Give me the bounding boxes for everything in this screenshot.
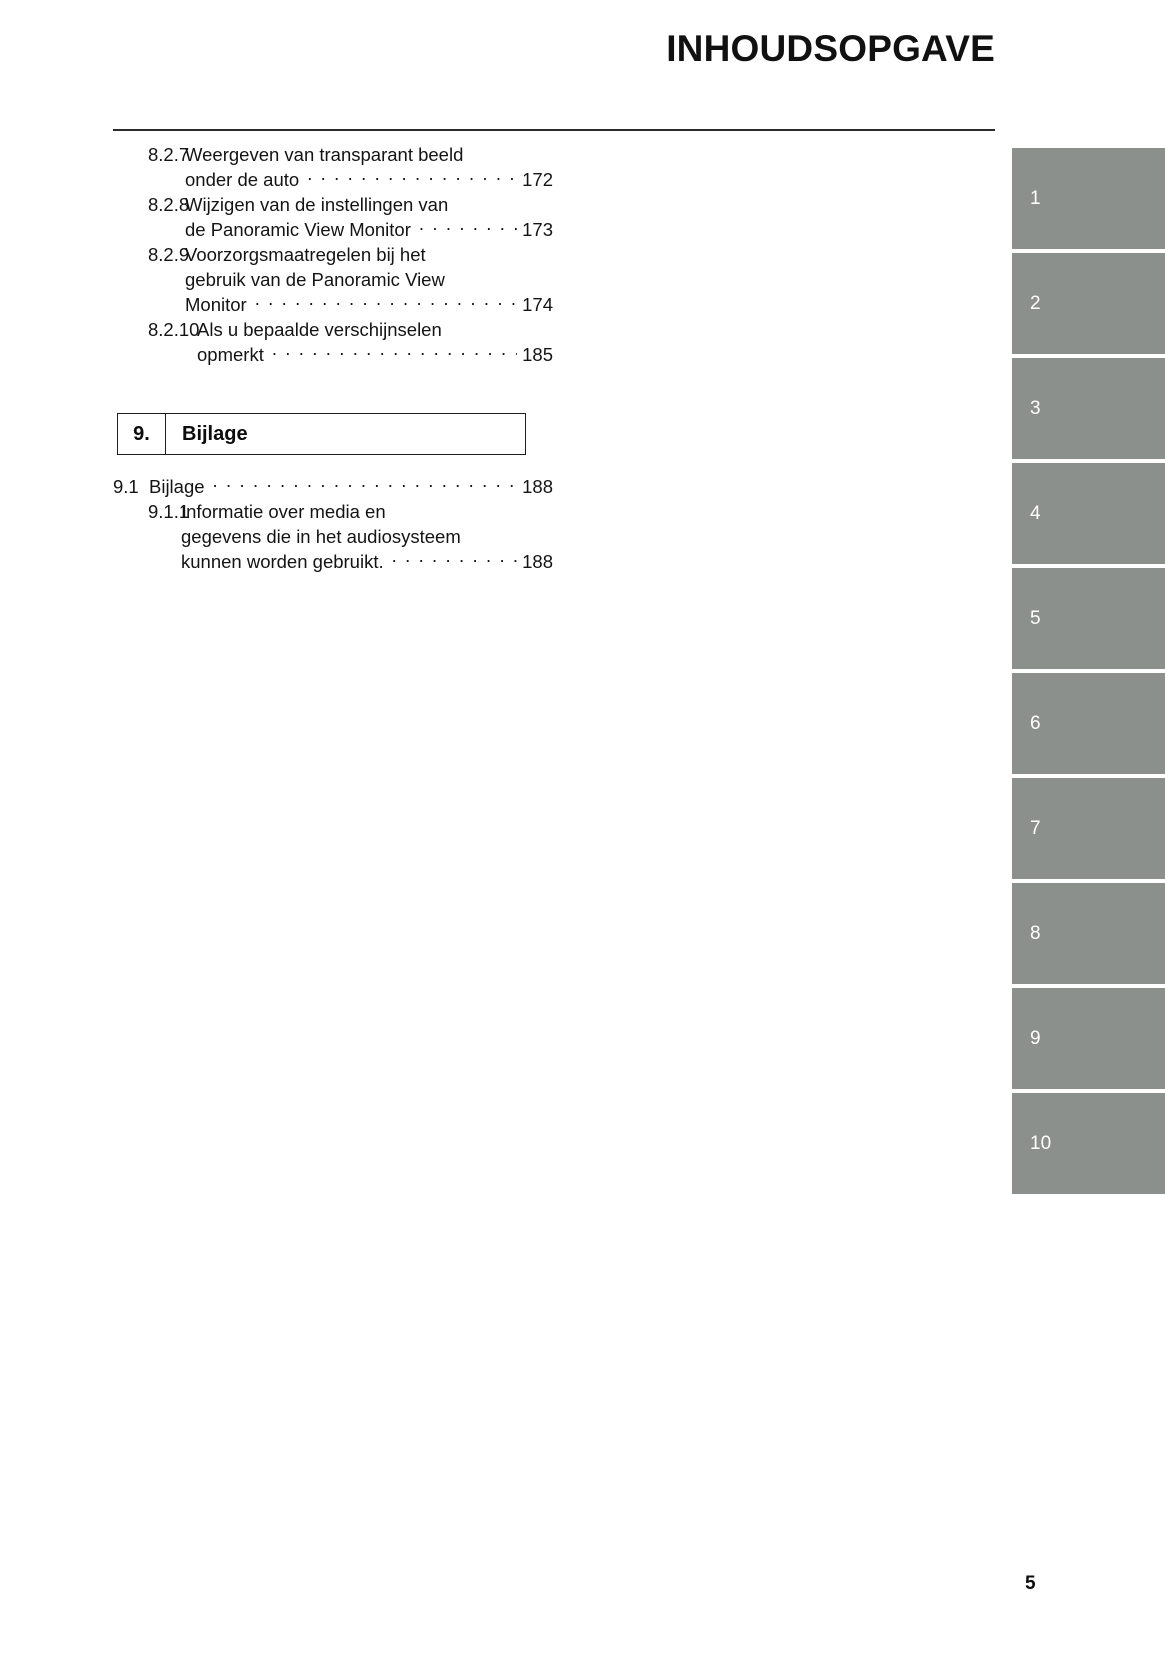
toc-entry-title: Bijlage: [149, 476, 205, 497]
toc-entry-number: 8.2.7: [148, 144, 190, 165]
toc-entry-line: [113, 499, 553, 524]
toc-entry-title: Weergeven van transparant beeld: [185, 144, 464, 165]
toc-entry-line: [113, 192, 553, 217]
chapter-tab-2[interactable]: [1012, 253, 1165, 354]
toc-entry-line: [113, 317, 553, 342]
toc-entry-title: Als u bepaalde verschijnselen: [197, 319, 442, 340]
chapter-tab-4[interactable]: [1012, 463, 1165, 564]
toc-entry-title: Wijzigen van de instellingen van: [185, 194, 449, 215]
toc-entry-page: 185: [522, 344, 553, 365]
chapter-tab-1[interactable]: [1012, 148, 1165, 249]
chapter-tab-label: 8: [1030, 922, 1041, 944]
toc-entry-8-2-9[interactable]: [113, 242, 553, 317]
chapter-tab-3[interactable]: [1012, 358, 1165, 459]
toc-entry-title-cont: kunnen worden gebruikt.: [181, 551, 384, 572]
toc-entry-title-cont: gebruik van de Panoramic View: [185, 269, 445, 290]
toc-entry-9-1-1[interactable]: [113, 499, 553, 574]
chapter-tab-8[interactable]: [1012, 883, 1165, 984]
chapter-tab-label: 5: [1030, 607, 1041, 629]
chapter-tab-label: 9: [1030, 1027, 1041, 1049]
toc-entry-line: [113, 474, 553, 499]
toc-entry-title: Informatie over media en: [181, 501, 386, 522]
page-title: INHOUDSOPGAVE: [666, 28, 995, 69]
toc-list-chapter-9: [113, 474, 553, 574]
chapter-tab-label: 1: [1030, 187, 1041, 209]
chapter-tab-6[interactable]: [1012, 673, 1165, 774]
toc-entry-8-2-8[interactable]: [113, 192, 553, 242]
dot-leader: [272, 343, 517, 361]
chapter-tab-label: 4: [1030, 502, 1041, 524]
toc-entry-page: 174: [522, 294, 553, 315]
chapter-tab-label: 3: [1030, 397, 1041, 419]
dot-leader: [255, 293, 517, 311]
toc-entry-9-1[interactable]: [113, 474, 553, 499]
chapter-tab-10[interactable]: [1012, 1093, 1165, 1194]
toc-entry-page: 188: [522, 476, 553, 497]
toc-entry-title-cont: de Panoramic View Monitor: [185, 219, 411, 240]
chapter-tab-label: 2: [1030, 292, 1041, 314]
page-number: 5: [1025, 1573, 1036, 1594]
toc-entry-8-2-7[interactable]: [113, 142, 553, 192]
toc-entry-number: 8.2.10: [148, 319, 200, 340]
toc-entry-number: 8.2.8: [148, 194, 190, 215]
toc-entry-line: [113, 524, 553, 549]
toc-entry-title: Voorzorgsmaatregelen bij het: [185, 244, 426, 265]
toc-entry-line: [113, 167, 553, 192]
toc-entry-line: [113, 292, 553, 317]
chapter-title: Bijlage: [182, 422, 248, 445]
chapter-tab-9[interactable]: [1012, 988, 1165, 1089]
toc-entry-line: [113, 549, 553, 574]
toc-entry-line: [113, 142, 553, 167]
chapter-tab-rail: [1012, 148, 1165, 1198]
chapter-tab-7[interactable]: [1012, 778, 1165, 879]
toc-entry-page: 172: [522, 169, 553, 190]
toc-entry-title-cont: opmerkt: [197, 344, 264, 365]
toc-entry-title-cont: onder de auto: [185, 169, 300, 190]
dot-leader: [213, 475, 517, 493]
dot-leader: [307, 168, 517, 186]
chapter-banner-9[interactable]: [117, 413, 526, 455]
chapter-tab-5[interactable]: [1012, 568, 1165, 669]
toc-entry-number: 9.1.1: [148, 501, 190, 522]
toc-list-chapter-8: [113, 142, 553, 367]
toc-entry-8-2-10[interactable]: [113, 317, 553, 367]
chapter-tab-label: 7: [1030, 817, 1041, 839]
toc-entry-line: [113, 342, 553, 367]
toc-entry-number: 9.1: [113, 476, 139, 497]
dot-leader: [419, 218, 517, 236]
dot-leader: [392, 550, 517, 568]
toc-entry-line: [113, 242, 553, 267]
toc-entry-line: [113, 217, 553, 242]
page-header: [113, 30, 995, 67]
chapter-tab-label: 10: [1030, 1132, 1052, 1154]
toc-entry-number: 8.2.9: [148, 244, 190, 265]
toc-entry-line: [113, 267, 553, 292]
chapter-tab-label: 6: [1030, 712, 1041, 734]
toc-entry-page: 173: [522, 219, 553, 240]
toc-entry-title-cont: Monitor: [185, 294, 247, 315]
toc-entry-page: 188: [522, 551, 553, 572]
chapter-number: 9.: [118, 414, 166, 454]
header-divider: [113, 129, 995, 131]
toc-entry-title-cont: gegevens die in het audiosysteem: [181, 526, 461, 547]
